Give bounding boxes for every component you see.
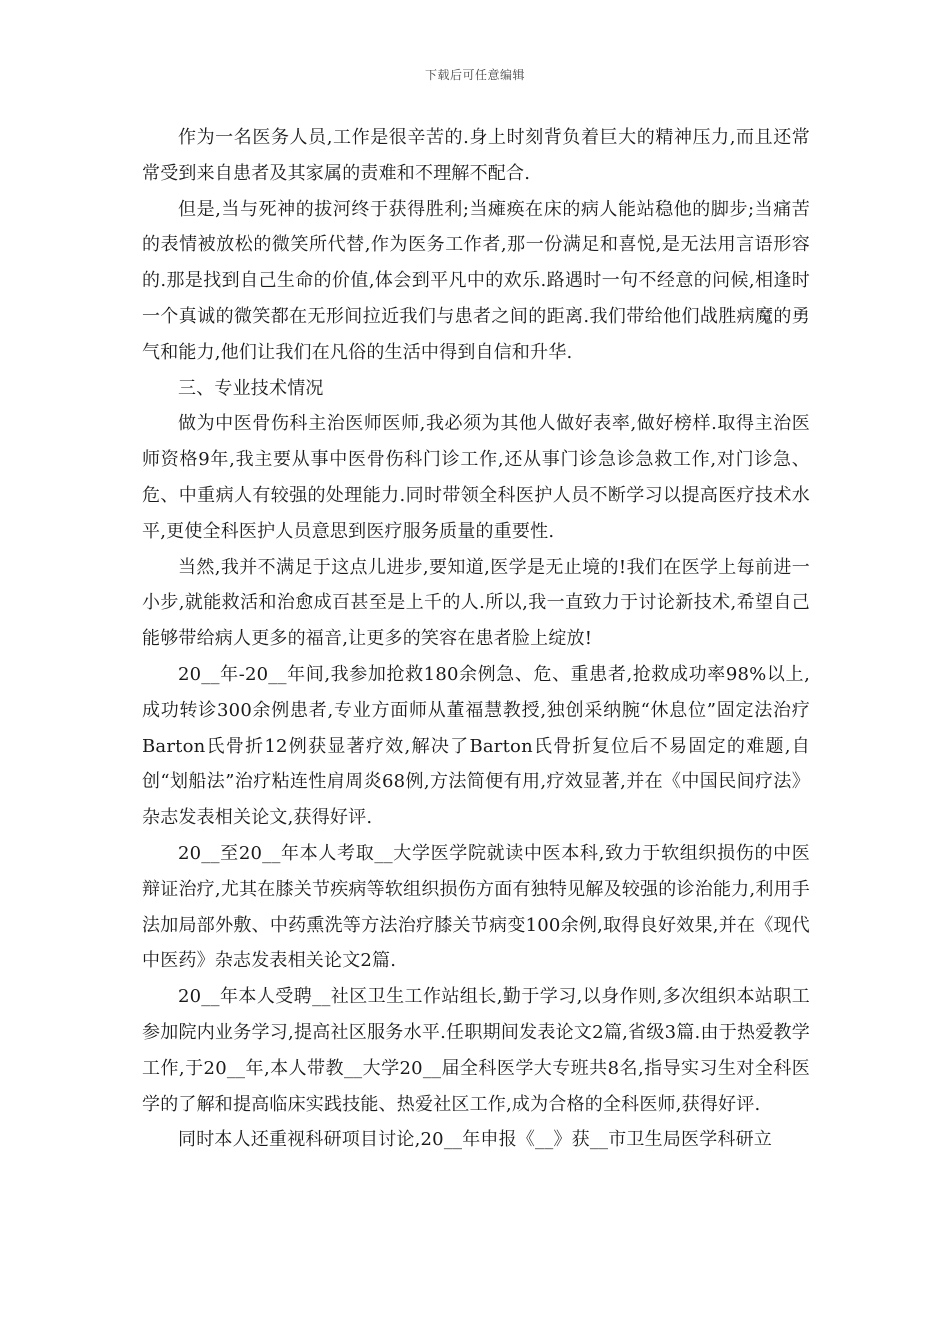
paragraph-community-work: 20__年本人受聘__社区卫生工作站组长,勤于学习,以身作则,多次组织本站职工参加院内业务学习,提高社区服务水平.任职期间发表论文2篇,省级3篇.由于热爱教学工作,于20__年,本人带教__大学20__届全科医学大专班共8名,指导实习生对全科医学的了解和提高临床实践技能、热爱社区工作,成为合格的全科医师,获得好评. bbox=[142, 986, 810, 1115]
paragraph-education: 20__至20__年本人考取__大学医学院就读中医本科,致力于软组织损伤的中医辩证治疗,尤其在膝关节疾病等软组织损伤方面有独特见解及较强的诊治能力,利用手法加局部外敷、中药熏洗等方法治疗膝关节病变100余例,取得良好效果,并在《现代中医药》杂志发表相关论文2篇. bbox=[142, 842, 810, 972]
paragraph-research: 同时本人还重视科研项目讨论,20__年申报《__》获__市卫生局医学科研立 bbox=[178, 1129, 773, 1151]
paragraph-hardship: 作为一名医务人员,工作是很辛苦的.身上时刻背负着巨大的精神压力,而且还常常受到来自患者及其家属的责难和不理解不配合. bbox=[142, 127, 810, 184]
section-heading-technical: 三、专业技术情况 bbox=[178, 377, 324, 399]
paragraph-progress: 当然,我并不满足于这点儿进步,要知道,医学是无止境的!我们在医学上每前进一小步,就能救活和治愈成百甚至是上千的人.所以,我一直致力于讨论新技术,希望自己能够带给病人更多的福音,让更多的笑容在患者脸上绽放! bbox=[142, 556, 810, 650]
paragraph-satisfaction: 但是,当与死神的拔河终于获得胜利;当瘫痪在床的病人能站稳他的脚步;当痛苦的表情被放松的微笑所代替,作为医务工作者,那一份满足和喜悦,是无法用言语形容的.那是找到自己生命的价值,体会到平凡中的欢乐.路遇时一句不经意的问候,相逢时一个真诚的微笑都在无形间拉近我们与患者之间的距离.我们带给他们战胜病魔的勇气和能力,他们让我们在凡俗的生活中得到自信和升华. bbox=[142, 198, 810, 363]
paragraph-rescue-achievements: 20__年-20__年间,我参加抢救180余例急、危、重患者,抢救成功率98%以上,成功转诊300余例患者,专业方面师从董福慧教授,独创采纳腕“休息位”固定法治疗Barton氏骨折12例获显著疗效,解决了Barton氏骨折复位后不易固定的难题,自创“划船法”治疗粘连性肩周炎68例,方法简便有用,疗效显著,并在《中国民间疗法》杂志发表相关论文,获得好评. bbox=[142, 663, 810, 829]
page-header-note: 下载后可任意编辑 bbox=[424, 68, 525, 82]
document-body bbox=[142, 120, 810, 1158]
paragraph-attending-physician: 做为中医骨伤科主治医师医师,我必须为其他人做好表率,做好榜样.取得主治医师资格9年,我主要从事中医骨伤科门诊工作,还从事门诊急诊急救工作,对门诊急、危、中重病人有较强的处理能力.同时带领全科医护人员不断学习以提高医疗技术水平,更使全科医护人员意思到医疗服务质量的重要性. bbox=[142, 413, 810, 542]
